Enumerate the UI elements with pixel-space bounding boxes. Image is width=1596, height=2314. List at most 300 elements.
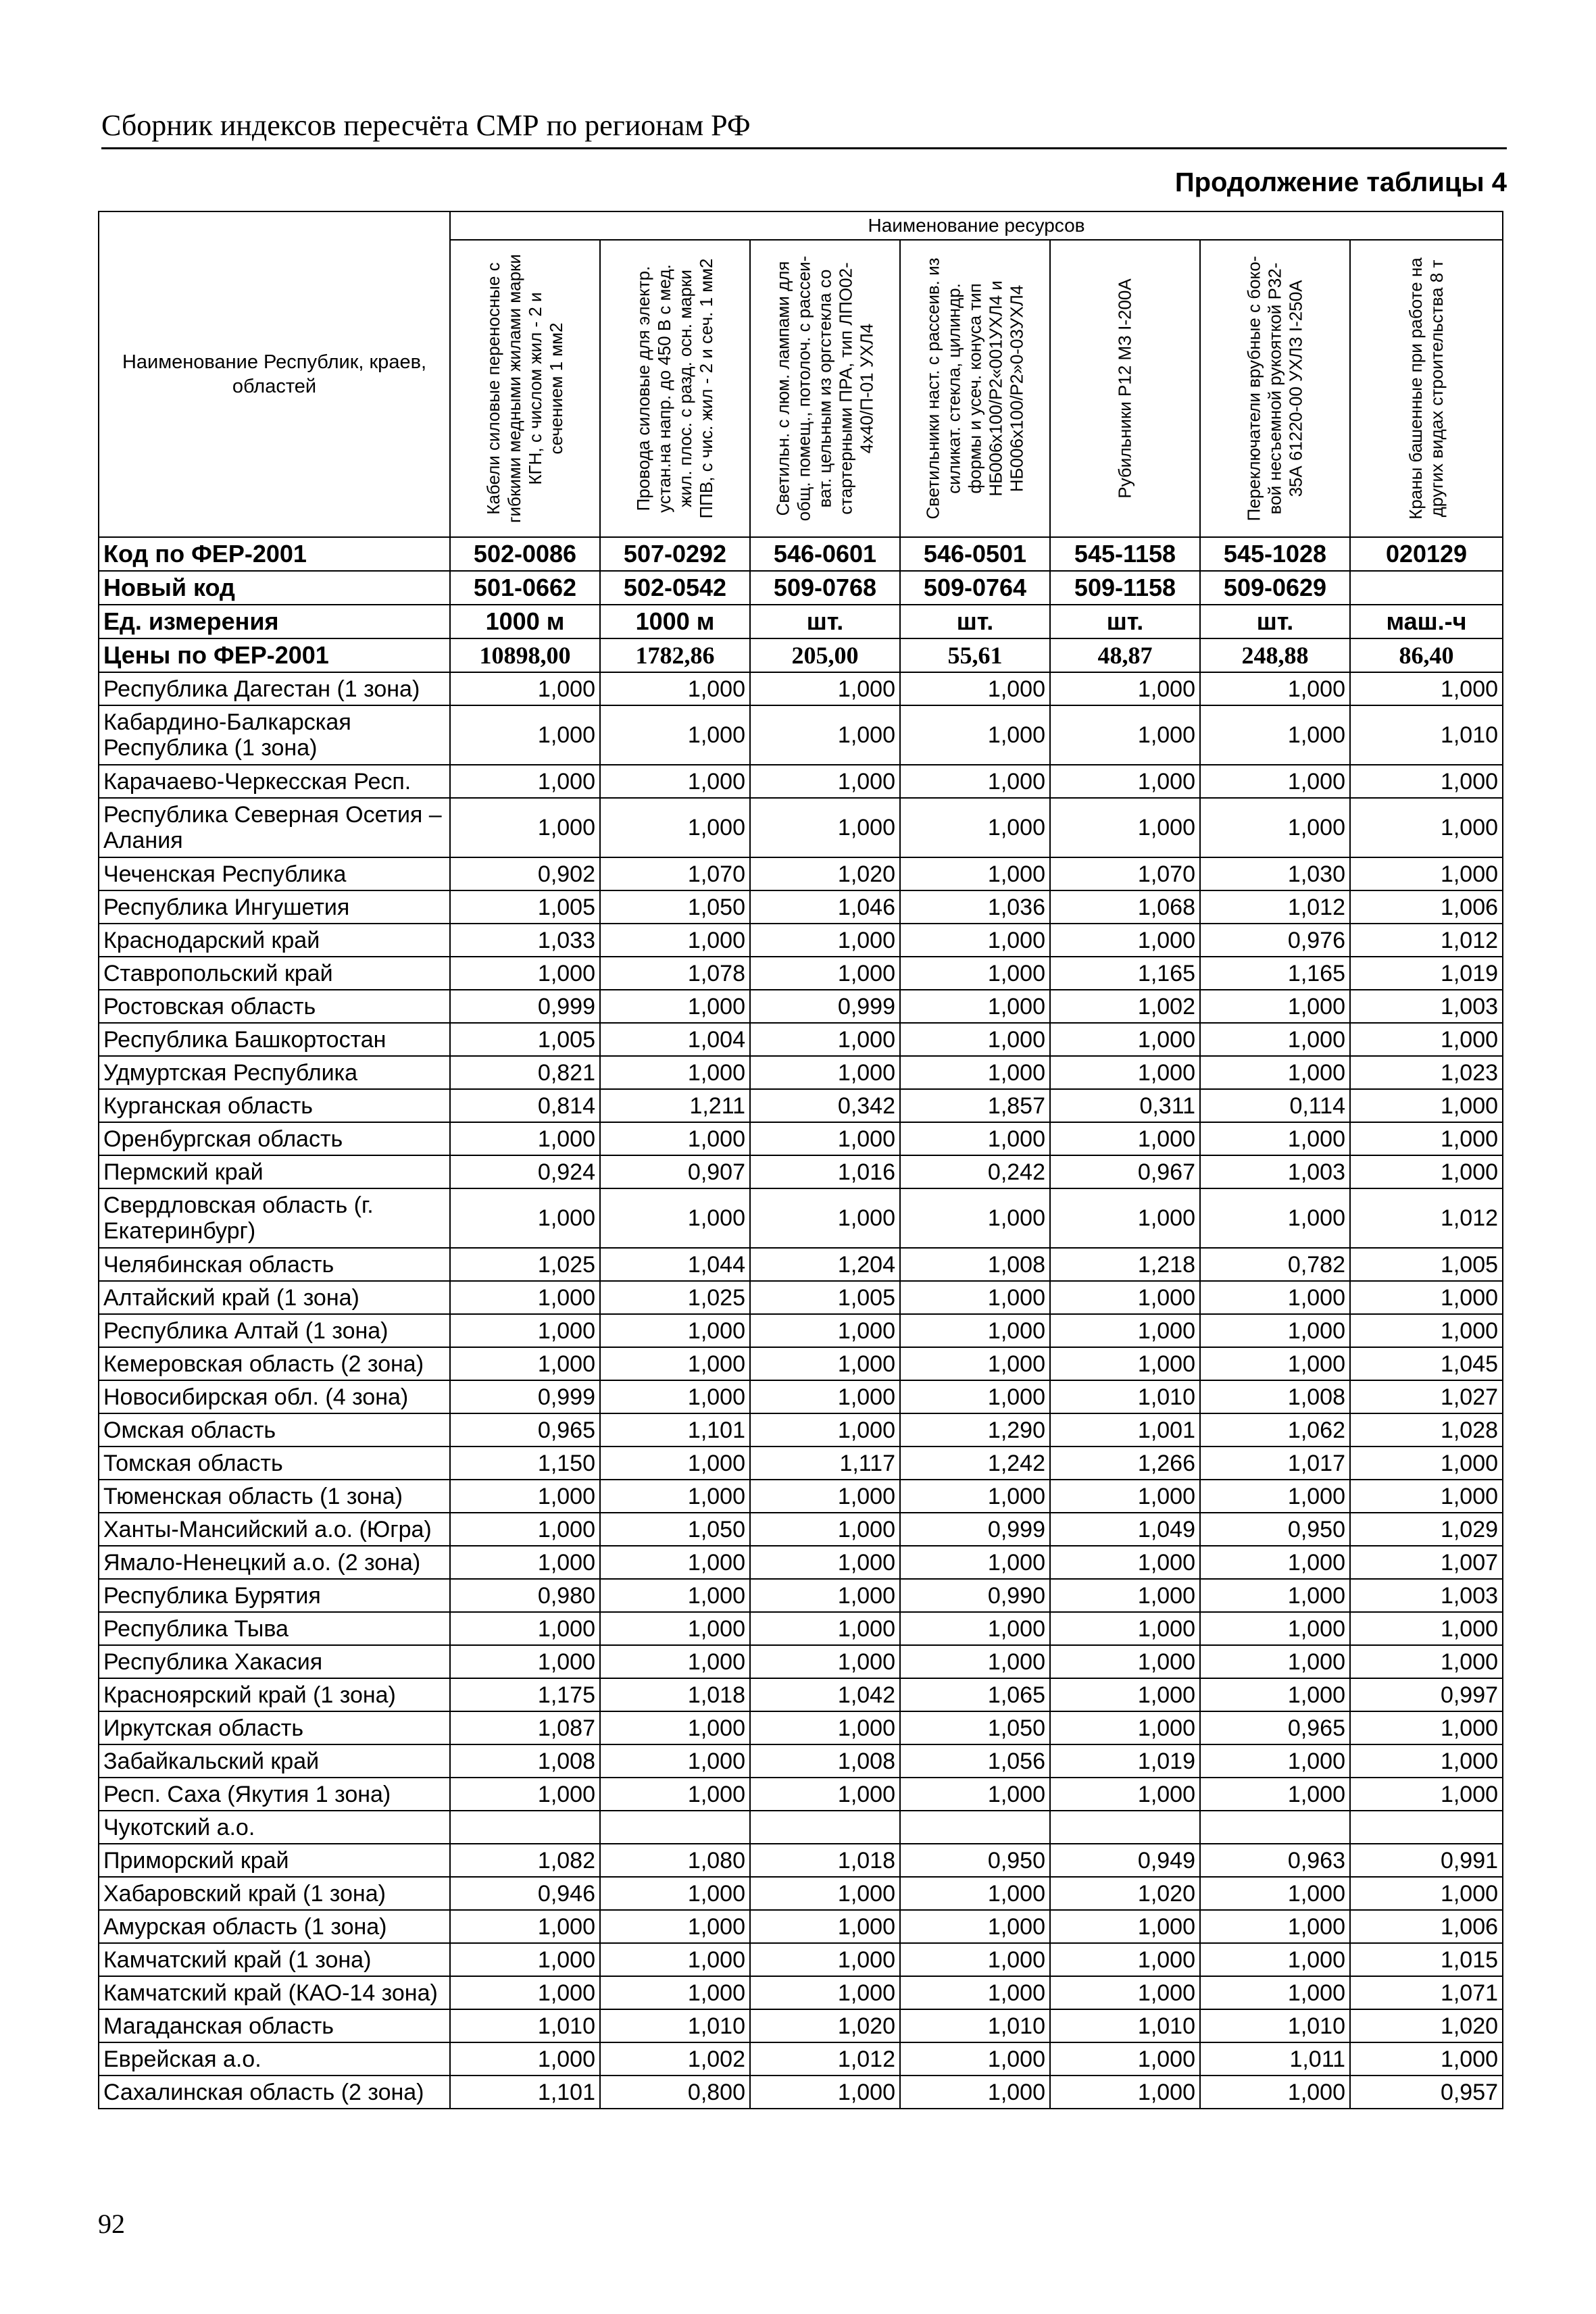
resource-column-header-text: Краны башенные при работе на других видах строительства 8 т	[1405, 257, 1447, 520]
index-value: 1,000	[1050, 765, 1200, 798]
index-value: 1,002	[600, 2042, 750, 2076]
table-row	[99, 2042, 1503, 2076]
index-value: 1,033	[450, 924, 600, 957]
index-value: 1,000	[450, 1347, 600, 1380]
index-value: 1,000	[450, 705, 600, 765]
index-value: 1,000	[900, 1023, 1050, 1056]
index-value: 1,020	[750, 2009, 900, 2042]
table-row	[99, 1248, 1503, 1281]
index-value: 1,000	[1050, 1546, 1200, 1579]
index-value: 1,050	[600, 890, 750, 924]
index-value: 1,000	[750, 1314, 900, 1347]
index-value: 1,044	[600, 1248, 750, 1281]
index-value: 0,800	[600, 2076, 750, 2109]
index-value: 1,000	[900, 765, 1050, 798]
index-value: 1,101	[450, 2076, 600, 2109]
region-name: Чукотский а.о.	[99, 1811, 450, 1844]
index-value: 1,000	[1350, 672, 1503, 705]
resource-column-header-text: Провода силовые для электр. устан.на напр. до 450 В с мед. жил. плос. с разд. осн. марки ППВ, с чис. жил - 2 и сеч. 1 мм2	[633, 258, 716, 519]
index-value: 1,165	[1050, 957, 1200, 990]
region-name: Кемеровская область (2 зона)	[99, 1347, 450, 1380]
table-row	[99, 798, 1503, 857]
index-value: 1,000	[750, 1778, 900, 1811]
index-value: 1,000	[450, 957, 600, 990]
index-value: 1,000	[1200, 1976, 1350, 2009]
resource-column-header-wrap	[1051, 241, 1199, 536]
region-name: Республика Хакасия	[99, 1645, 450, 1678]
index-value: 1,000	[450, 1546, 600, 1579]
index-value: 1,017	[1200, 1447, 1350, 1480]
index-value: 1,080	[600, 1844, 750, 1877]
index-value: 1,005	[1350, 1248, 1503, 1281]
region-name: Оренбургская область	[99, 1122, 450, 1155]
index-value: 1,000	[750, 1579, 900, 1612]
table-row	[99, 1645, 1503, 1678]
resource-column-header-wrap	[751, 241, 899, 536]
index-value: 1,065	[900, 1678, 1050, 1711]
index-value: 1,000	[1200, 1877, 1350, 1910]
index-value: 0,821	[450, 1056, 600, 1089]
continuation-title: Продолжение таблицы 4	[1174, 168, 1507, 197]
meta-cell: 1782,86	[600, 638, 750, 672]
index-value: 1,000	[750, 2076, 900, 2109]
index-value	[600, 1811, 750, 1844]
index-value: 1,000	[1200, 1778, 1350, 1811]
index-value: 1,000	[1350, 1711, 1503, 1744]
index-value: 1,000	[450, 1910, 600, 1943]
table-row	[99, 1711, 1503, 1744]
index-value: 1,857	[900, 1089, 1050, 1122]
table-row	[99, 1811, 1503, 1844]
meta-cell: 86,40	[1350, 638, 1503, 672]
index-value: 1,000	[900, 1122, 1050, 1155]
index-value: 1,000	[1350, 1480, 1503, 1513]
region-name: Кабардино-Балкарская Республика (1 зона)	[99, 705, 450, 765]
index-value: 1,070	[1050, 857, 1200, 890]
table-row	[99, 1943, 1503, 1976]
index-value: 1,000	[1050, 1056, 1200, 1089]
index-value: 1,000	[600, 1347, 750, 1380]
index-value: 1,000	[600, 798, 750, 857]
resource-column-header-text: Светильн. с люм. лампами для общ. помещ., потолоч. с рассеи-ват. цельным из оргстекла со стартерными ПРА, тип ЛПО02-4х40/П-01 УХЛ4	[772, 255, 877, 522]
index-value: 0,946	[450, 1877, 600, 1910]
index-value: 1,002	[1050, 990, 1200, 1023]
resource-column-header-3	[750, 240, 900, 537]
table-row	[99, 1347, 1503, 1380]
header-rule	[101, 147, 1507, 149]
index-value: 1,000	[1200, 798, 1350, 857]
table-row	[99, 1447, 1503, 1480]
index-value: 1,000	[900, 798, 1050, 857]
index-value: 1,000	[900, 1281, 1050, 1314]
index-value: 1,000	[900, 1612, 1050, 1645]
index-value: 1,000	[600, 1778, 750, 1811]
index-value: 1,000	[900, 1910, 1050, 1943]
index-value: 1,000	[750, 1612, 900, 1645]
index-value: 1,000	[1350, 1612, 1503, 1645]
region-name: Камчатский край (1 зона)	[99, 1943, 450, 1976]
index-value: 1,062	[1200, 1413, 1350, 1447]
index-value: 1,082	[450, 1844, 600, 1877]
index-value: 1,030	[1200, 857, 1350, 890]
region-rows	[99, 672, 1503, 2109]
index-value: 1,003	[1350, 990, 1503, 1023]
index-value	[450, 1811, 600, 1844]
index-value: 0,965	[1200, 1711, 1350, 1744]
index-value: 1,010	[1200, 2009, 1350, 2042]
index-value: 1,000	[900, 1347, 1050, 1380]
index-value: 1,050	[600, 1513, 750, 1546]
table-row	[99, 1413, 1503, 1447]
index-value: 1,003	[1350, 1579, 1503, 1612]
index-value: 0,311	[1050, 1089, 1200, 1122]
table-row	[99, 1188, 1503, 1248]
meta-cell: 546-0501	[900, 537, 1050, 571]
index-value: 1,000	[1200, 1579, 1350, 1612]
table-row	[99, 1678, 1503, 1711]
index-value	[1350, 1811, 1503, 1844]
index-value: 1,000	[900, 1480, 1050, 1513]
region-name: Хабаровский край (1 зона)	[99, 1877, 450, 1910]
meta-cell: 545-1158	[1050, 537, 1200, 571]
index-value: 1,004	[600, 1023, 750, 1056]
meta-cell: 48,87	[1050, 638, 1200, 672]
index-value: 1,000	[600, 1711, 750, 1744]
index-value: 1,003	[1200, 1155, 1350, 1188]
meta-cell: шт.	[750, 605, 900, 638]
index-value: 1,000	[750, 1976, 900, 2009]
index-value: 1,000	[600, 990, 750, 1023]
index-value: 1,007	[1350, 1546, 1503, 1579]
index-value: 1,012	[750, 2042, 900, 2076]
index-value: 1,000	[450, 1513, 600, 1546]
index-value: 1,175	[450, 1678, 600, 1711]
index-value	[750, 1811, 900, 1844]
index-value: 0,114	[1200, 1089, 1350, 1122]
table-row	[99, 1612, 1503, 1645]
index-value: 1,000	[600, 1447, 750, 1480]
table-row	[99, 672, 1503, 705]
index-value: 1,000	[600, 1314, 750, 1347]
index-value: 1,000	[600, 705, 750, 765]
index-value: 0,963	[1200, 1844, 1350, 1877]
index-value: 1,000	[1050, 1347, 1200, 1380]
meta-row	[99, 638, 1503, 672]
index-value: 1,046	[750, 890, 900, 924]
index-value: 1,000	[1200, 1347, 1350, 1380]
resource-column-header-6	[1200, 240, 1350, 537]
index-value: 1,000	[750, 765, 900, 798]
index-value	[1050, 1811, 1200, 1844]
index-value: 0,965	[450, 1413, 600, 1447]
index-value: 1,000	[900, 1188, 1050, 1248]
index-value: 1,000	[1200, 1314, 1350, 1347]
index-value: 1,020	[1350, 2009, 1503, 2042]
region-name: Республика Алтай (1 зона)	[99, 1314, 450, 1347]
meta-row-label: Цены по ФЕР-2001	[99, 638, 450, 672]
index-value: 0,997	[1350, 1678, 1503, 1711]
meta-row	[99, 571, 1503, 605]
region-name: Курганская область	[99, 1089, 450, 1122]
region-name: Новосибирская обл. (4 зона)	[99, 1380, 450, 1413]
table-row	[99, 924, 1503, 957]
index-value: 1,000	[750, 924, 900, 957]
region-name: Иркутская область	[99, 1711, 450, 1744]
index-value: 1,087	[450, 1711, 600, 1744]
table-row	[99, 1877, 1503, 1910]
index-value: 1,000	[450, 1281, 600, 1314]
index-value: 1,000	[1350, 2042, 1503, 2076]
resource-column-header-text: Переключатели врубные с боко-вой несъемной рукояткой Р32-35А 61220-00 УХЛЗ I-250А	[1243, 255, 1306, 522]
index-value: 0,902	[450, 857, 600, 890]
index-value: 1,025	[600, 1281, 750, 1314]
index-value: 1,101	[600, 1413, 750, 1447]
index-value: 1,000	[1350, 1122, 1503, 1155]
table-row	[99, 1056, 1503, 1089]
meta-cell: 509-0768	[750, 571, 900, 605]
index-value: 1,027	[1350, 1380, 1503, 1413]
region-name: Республика Бурятия	[99, 1579, 450, 1612]
region-name: Пермский край	[99, 1155, 450, 1188]
index-value: 1,000	[1350, 1778, 1503, 1811]
table-row	[99, 890, 1503, 924]
meta-cell: 509-0629	[1200, 571, 1350, 605]
resource-column-header-text: Светильники наст. с рассеив. из силикат. стекла, цилиндр. формы и усеч. конуса тип НБ006х100/Р2«001УХЛ4 и НБ006х100/Р2»0-03УХЛ4	[922, 257, 1027, 520]
index-value: 0,242	[900, 1155, 1050, 1188]
index-value: 1,006	[1350, 1910, 1503, 1943]
region-name: Республика Башкортостан	[99, 1023, 450, 1056]
index-value: 1,000	[900, 1778, 1050, 1811]
index-value: 1,016	[750, 1155, 900, 1188]
meta-cell: 1000 м	[600, 605, 750, 638]
index-value: 1,000	[1200, 765, 1350, 798]
index-value: 1,005	[750, 1281, 900, 1314]
index-value: 1,000	[1050, 1314, 1200, 1347]
index-value: 1,000	[1200, 705, 1350, 765]
meta-cell: 509-1158	[1050, 571, 1200, 605]
index-value: 1,000	[1350, 798, 1503, 857]
index-value: 1,010	[600, 2009, 750, 2042]
index-value: 1,000	[450, 1188, 600, 1248]
resource-column-header-5	[1050, 240, 1200, 537]
index-value: 1,000	[1050, 672, 1200, 705]
index-value: 1,045	[1350, 1347, 1503, 1380]
index-value: 1,000	[900, 1645, 1050, 1678]
index-value: 1,000	[1050, 2042, 1200, 2076]
index-value: 1,000	[1050, 1188, 1200, 1248]
index-value: 1,000	[1350, 1447, 1503, 1480]
index-value: 1,000	[750, 1513, 900, 1546]
resource-column-header-text: Кабели силовые переносные с гибкими медными жилами марки КГН, с числом жил - 2 и сечением 1 мм2	[483, 254, 566, 523]
region-name: Камчатский край (КАО-14 зона)	[99, 1976, 450, 2009]
index-value: 0,907	[600, 1155, 750, 1188]
index-value: 1,025	[450, 1248, 600, 1281]
table-row	[99, 765, 1503, 798]
index-value: 0,967	[1050, 1155, 1200, 1188]
resource-column-header-wrap	[1351, 241, 1502, 536]
meta-cell: 10898,00	[450, 638, 600, 672]
index-value	[1200, 1811, 1350, 1844]
index-value	[900, 1811, 1050, 1844]
index-value: 1,020	[750, 857, 900, 890]
index-value: 1,000	[1350, 765, 1503, 798]
index-value: 1,000	[900, 1546, 1050, 1579]
index-value: 1,000	[600, 1546, 750, 1579]
region-name: Алтайский край (1 зона)	[99, 1281, 450, 1314]
index-value: 1,000	[750, 957, 900, 990]
index-value: 1,000	[1350, 1155, 1503, 1188]
index-value: 1,000	[600, 1380, 750, 1413]
index-value: 1,000	[1350, 1281, 1503, 1314]
index-value: 1,000	[1200, 1678, 1350, 1711]
index-value: 1,000	[1050, 1480, 1200, 1513]
index-value: 1,023	[1350, 1056, 1503, 1089]
region-name: Забайкальский край	[99, 1744, 450, 1778]
index-value: 0,814	[450, 1089, 600, 1122]
meta-row-label: Код по ФЕР-2001	[99, 537, 450, 571]
index-value: 1,000	[1350, 1645, 1503, 1678]
index-value: 1,000	[600, 1645, 750, 1678]
index-value: 1,000	[1200, 1645, 1350, 1678]
index-value: 1,000	[1050, 705, 1200, 765]
index-value: 1,000	[1050, 1023, 1200, 1056]
index-value: 1,000	[1350, 1314, 1503, 1347]
index-value: 1,000	[450, 798, 600, 857]
index-value: 1,204	[750, 1248, 900, 1281]
region-name: Республика Северная Осетия – Алания	[99, 798, 450, 857]
table-row	[99, 1976, 1503, 2009]
index-value: 1,000	[1050, 2076, 1200, 2109]
index-value: 0,976	[1200, 924, 1350, 957]
index-value: 1,000	[1350, 857, 1503, 890]
index-value: 0,999	[450, 990, 600, 1023]
index-value: 1,000	[450, 765, 600, 798]
index-value: 1,000	[750, 798, 900, 857]
index-value: 1,000	[750, 1645, 900, 1678]
index-value: 1,000	[1200, 672, 1350, 705]
index-value: 1,000	[600, 1579, 750, 1612]
index-value: 1,000	[1200, 990, 1350, 1023]
index-value: 0,999	[450, 1380, 600, 1413]
meta-cell: шт.	[1050, 605, 1200, 638]
region-name: Челябинская область	[99, 1248, 450, 1281]
region-name: Магаданская область	[99, 2009, 450, 2042]
table-row	[99, 957, 1503, 990]
index-value: 1,000	[750, 1877, 900, 1910]
index-value: 1,015	[1350, 1943, 1503, 1976]
index-value: 1,006	[1350, 890, 1503, 924]
index-value: 1,070	[600, 857, 750, 890]
table-row	[99, 1089, 1503, 1122]
index-value: 0,980	[450, 1579, 600, 1612]
region-name: Ростовская область	[99, 990, 450, 1023]
index-value: 1,000	[1050, 924, 1200, 957]
index-value: 1,000	[1200, 1943, 1350, 1976]
region-column-header: Наименование Республик, краев, областей	[99, 211, 450, 537]
index-value: 1,218	[1050, 1248, 1200, 1281]
table-row	[99, 1579, 1503, 1612]
resource-group-header: Наименование ресурсов	[450, 211, 1503, 240]
index-value: 0,999	[900, 1513, 1050, 1546]
index-value: 1,000	[750, 1188, 900, 1248]
index-value: 1,042	[750, 1678, 900, 1711]
index-value: 1,165	[1200, 957, 1350, 990]
index-value: 1,029	[1350, 1513, 1503, 1546]
meta-cell: 55,61	[900, 638, 1050, 672]
index-value: 1,056	[900, 1744, 1050, 1778]
index-value: 0,957	[1350, 2076, 1503, 2109]
index-value: 1,000	[1200, 1023, 1350, 1056]
index-value: 1,211	[600, 1089, 750, 1122]
index-value: 1,000	[1350, 1744, 1503, 1778]
index-value: 1,000	[900, 672, 1050, 705]
index-value: 1,000	[750, 1122, 900, 1155]
region-name: Республика Тыва	[99, 1612, 450, 1645]
index-value: 1,000	[900, 857, 1050, 890]
index-value: 1,000	[1050, 798, 1200, 857]
resource-column-header-2	[600, 240, 750, 537]
index-value: 1,000	[1200, 1056, 1350, 1089]
index-value: 1,001	[1050, 1413, 1200, 1447]
index-value: 1,000	[600, 1122, 750, 1155]
index-value: 1,000	[750, 1910, 900, 1943]
resource-column-header-1	[450, 240, 600, 537]
index-value: 1,012	[1350, 924, 1503, 957]
index-value: 1,000	[450, 2042, 600, 2076]
index-value: 1,005	[450, 1023, 600, 1056]
meta-cell: 248,88	[1200, 638, 1350, 672]
table-row	[99, 1122, 1503, 1155]
table-row	[99, 1546, 1503, 1579]
index-value: 1,049	[1050, 1513, 1200, 1546]
index-value: 1,008	[1200, 1380, 1350, 1413]
meta-cell: 509-0764	[900, 571, 1050, 605]
index-value: 1,150	[450, 1447, 600, 1480]
index-value: 0,782	[1200, 1248, 1350, 1281]
index-value: 1,000	[900, 957, 1050, 990]
index-value: 1,000	[900, 2042, 1050, 2076]
region-name: Свердловская область (г. Екатеринбург)	[99, 1188, 450, 1248]
index-value: 1,018	[750, 1844, 900, 1877]
table-row	[99, 1844, 1503, 1877]
index-value: 1,000	[450, 1778, 600, 1811]
meta-cell: 507-0292	[600, 537, 750, 571]
index-value: 1,000	[1050, 1281, 1200, 1314]
index-value: 1,000	[1050, 1943, 1200, 1976]
index-value: 1,000	[1350, 1877, 1503, 1910]
meta-row	[99, 537, 1503, 571]
index-value: 1,000	[750, 1943, 900, 1976]
region-name: Удмуртская Республика	[99, 1056, 450, 1089]
index-value: 1,000	[900, 1943, 1050, 1976]
index-value: 0,924	[450, 1155, 600, 1188]
index-value: 1,000	[1050, 1711, 1200, 1744]
index-value: 1,010	[450, 2009, 600, 2042]
region-name: Тюменская область (1 зона)	[99, 1480, 450, 1513]
region-name: Чеченская Республика	[99, 857, 450, 890]
index-value: 1,290	[900, 1413, 1050, 1447]
index-value: 1,000	[600, 1910, 750, 1943]
index-value: 1,266	[1050, 1447, 1200, 1480]
meta-cell: шт.	[900, 605, 1050, 638]
index-value: 1,000	[900, 1380, 1050, 1413]
resource-column-header-7	[1350, 240, 1503, 537]
table-row	[99, 2076, 1503, 2109]
index-value: 1,000	[450, 672, 600, 705]
region-name: Краснодарский край	[99, 924, 450, 957]
index-value: 1,000	[600, 1188, 750, 1248]
table-row	[99, 1513, 1503, 1546]
